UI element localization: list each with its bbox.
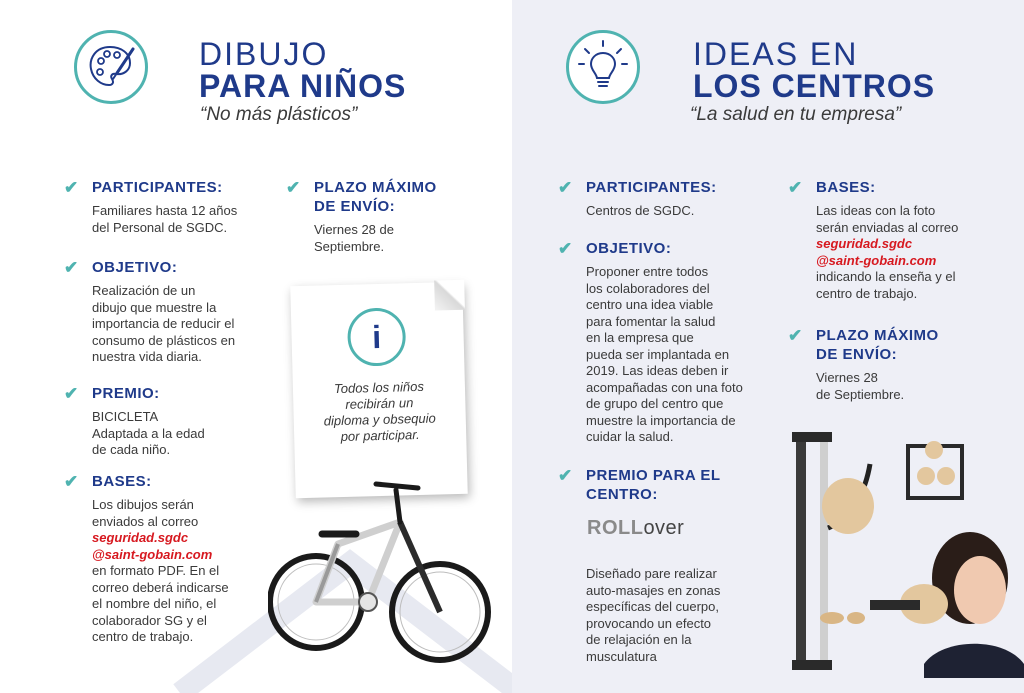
checkmark-icon: ✔ xyxy=(64,178,79,197)
left-subtitle: “No más plásticos” xyxy=(200,104,358,125)
right-subtitle: “La salud en tu empresa” xyxy=(690,104,902,125)
section-title: PARTICIPANTES: xyxy=(586,179,717,196)
section-body: Centros de SGDC. xyxy=(586,203,695,218)
right-bases-section xyxy=(788,178,998,302)
checkmark-icon: ✔ xyxy=(64,384,79,403)
email-link[interactable]: seguridad.sgdc @saint-gobain.com xyxy=(816,236,937,268)
section-body: indicando la enseña y el centro de trabajo. xyxy=(816,269,956,301)
right-participantes-section xyxy=(558,178,778,220)
section-body: Proponer entre todos los colaboradores del centro una idea viable para fomentar la salud en la empresa que pueda ser implantada en 2019. Las ideas deben ir acompañadas con una foto de grupo del centro que muestre la importancia de cuidar la salud. xyxy=(586,264,743,444)
checkmark-icon: ✔ xyxy=(286,178,301,197)
right-panel xyxy=(512,0,1024,693)
section-title: OBJETIVO: xyxy=(586,240,672,257)
info-icon: i xyxy=(347,307,406,366)
left-participantes-section xyxy=(64,178,284,236)
right-title-line1: IDEAS EN xyxy=(693,36,859,72)
checkmark-icon: ✔ xyxy=(558,466,573,485)
left-objetivo-section xyxy=(64,258,284,366)
email-link[interactable]: seguridad.sgdc @saint-gobain.com xyxy=(92,530,213,562)
bmx-bicycle-image xyxy=(268,462,492,678)
left-title-line1: DIBUJO xyxy=(199,36,329,72)
section-body: Realización de un dibujo que muestre la importancia de reducir el consumo de plásticos en nuestra vida diaria. xyxy=(92,283,236,364)
palette-brush-icon xyxy=(74,30,148,104)
left-plazo-section xyxy=(286,178,486,255)
section-body: Viernes 28 de Septiembre. xyxy=(816,370,905,402)
section-title: PLAZO MÁXIMO DE ENVÍO: xyxy=(816,327,939,363)
right-premio-section xyxy=(558,466,788,665)
section-title: BASES: xyxy=(816,179,876,196)
checkmark-icon: ✔ xyxy=(558,239,573,258)
section-title: PREMIO: xyxy=(92,385,160,402)
checkmark-icon: ✔ xyxy=(788,178,803,197)
right-title-line2: LOS CENTROS xyxy=(693,68,936,104)
left-bases-section xyxy=(64,472,284,646)
brand-roll: ROLL xyxy=(587,517,644,539)
checkmark-icon: ✔ xyxy=(64,258,79,277)
left-premio-section xyxy=(64,384,284,459)
section-title: PARTICIPANTES: xyxy=(92,179,223,196)
note-text: Todos los niños recibirán un diploma y obsequio por participar. xyxy=(323,378,436,445)
section-body: Diseñado pare realizar auto-masajes en zonas específicas del cuerpo, provocando un efecto de relajación en la musculatura xyxy=(586,566,721,664)
checkmark-icon: ✔ xyxy=(64,472,79,491)
section-body: Viernes 28 de Septiembre. xyxy=(314,222,394,254)
section-title: PLAZO MÁXIMO DE ENVÍO: xyxy=(314,179,437,215)
left-title-line2: PARA NIÑOS xyxy=(199,68,407,104)
section-body: en formato PDF. En el correo deberá indicarse el nombre del niño, el colaborador SG y el centro de trabajo. xyxy=(92,563,229,644)
right-objetivo-section xyxy=(558,239,788,446)
section-title: PREMIO PARA EL CENTRO: xyxy=(586,467,721,503)
section-body: Las ideas con la foto serán enviadas al correo xyxy=(816,203,959,235)
right-plazo-section xyxy=(788,326,998,403)
section-body: Los dibujos serán enviados al correo xyxy=(92,497,199,529)
section-body: Familiares hasta 12 años del Personal de SGDC. xyxy=(92,203,238,235)
checkmark-icon: ✔ xyxy=(558,178,573,197)
brand-over: over xyxy=(643,517,685,539)
section-title: BASES: xyxy=(92,473,152,490)
rollover-logo xyxy=(587,517,684,540)
page-curl xyxy=(434,280,465,311)
rollover-massager-image xyxy=(774,428,1024,678)
section-body: BICICLETA Adaptada a la edad de cada niño. xyxy=(92,409,205,457)
lightbulb-icon xyxy=(566,30,640,104)
section-title: OBJETIVO: xyxy=(92,259,178,276)
checkmark-icon: ✔ xyxy=(788,326,803,345)
